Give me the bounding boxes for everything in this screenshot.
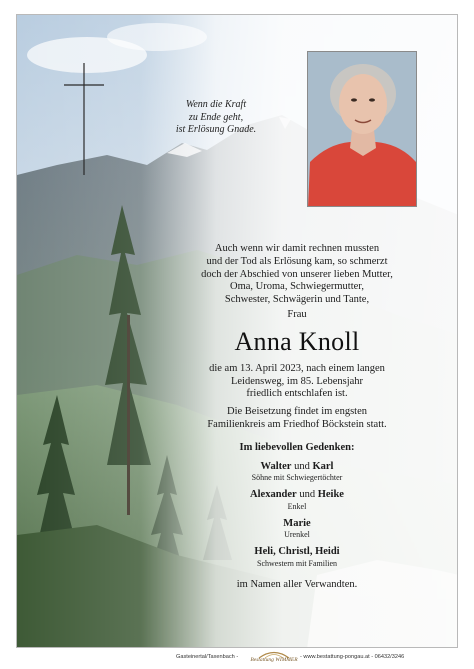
motto-line: zu Ende geht, [188,111,244,123]
deceased-name: Anna Knoll [234,326,360,356]
intro-line: und der Tod als Erlösung kam, so schmerzt [206,255,388,267]
salutation: Frau [287,308,307,320]
mourner-group [167,518,427,541]
motto-verse [131,99,301,137]
mourner-name: Walter [260,460,292,472]
intro-line: Oma, Uroma, Schwiegermutter, [230,281,364,293]
mourner-joiner: und [296,489,318,501]
motto-line: Wenn die Kraft [185,99,247,110]
portrait-photo [307,51,417,207]
passing-line: Leidensweg, im 85. Lebensjahr [230,375,364,387]
funeral-home-brand: Bestattung WIMMER [250,657,298,663]
mourner-joiner: und [291,460,313,472]
mourner-name: Heli, Christl, Heidi [254,546,340,558]
obituary-text [167,243,427,591]
mourner-relation: Enkel [287,501,307,511]
mourner-group [167,546,427,569]
funeral-line: Die Beisetzung findet im engsten [227,406,367,418]
motto-line: ist Erlösung Gnade. [175,124,257,135]
funeral-home-footer [0,648,474,669]
funeral-line: Familienkreis am Friedhof Böckstein statt. [207,418,387,430]
mourner-name: Karl [312,460,334,472]
mourner-name: Alexander [250,489,297,501]
mourner-name: Marie [283,517,311,529]
intro-line: doch der Abschied von unserer lieben Mutter, [201,268,393,280]
intro-line: Schwester, Schwägerin und Tante, [224,294,370,306]
passing-line: die am 13. April 2023, nach einem langen [209,362,385,374]
mourner-relation: Söhne mit Schwiegertöchter [251,473,343,483]
passing-line: friedlich entschlafen ist. [246,388,348,400]
footer-contact: - www.bestattung-pongau.at - 06432/3246 [300,654,405,660]
cross-icon [64,63,104,175]
closing-line: im Namen aller Verwandten. [236,578,358,590]
mourner-group [167,461,427,484]
footer-location: Gasteinertal/Taxenbach - [176,654,239,660]
obituary-frame [16,14,458,648]
mourner-group [167,489,427,512]
mourner-relation: Schwestern mit Familien [257,558,337,568]
mourner-relation: Urenkel [284,530,310,540]
mourners-heading: Im liebevollen Gedenken: [239,441,355,453]
funeral-home-logo [249,649,299,667]
mourner-name: Heike [317,489,344,501]
intro-line: Auch wenn wir damit rechnen mussten [214,243,380,254]
